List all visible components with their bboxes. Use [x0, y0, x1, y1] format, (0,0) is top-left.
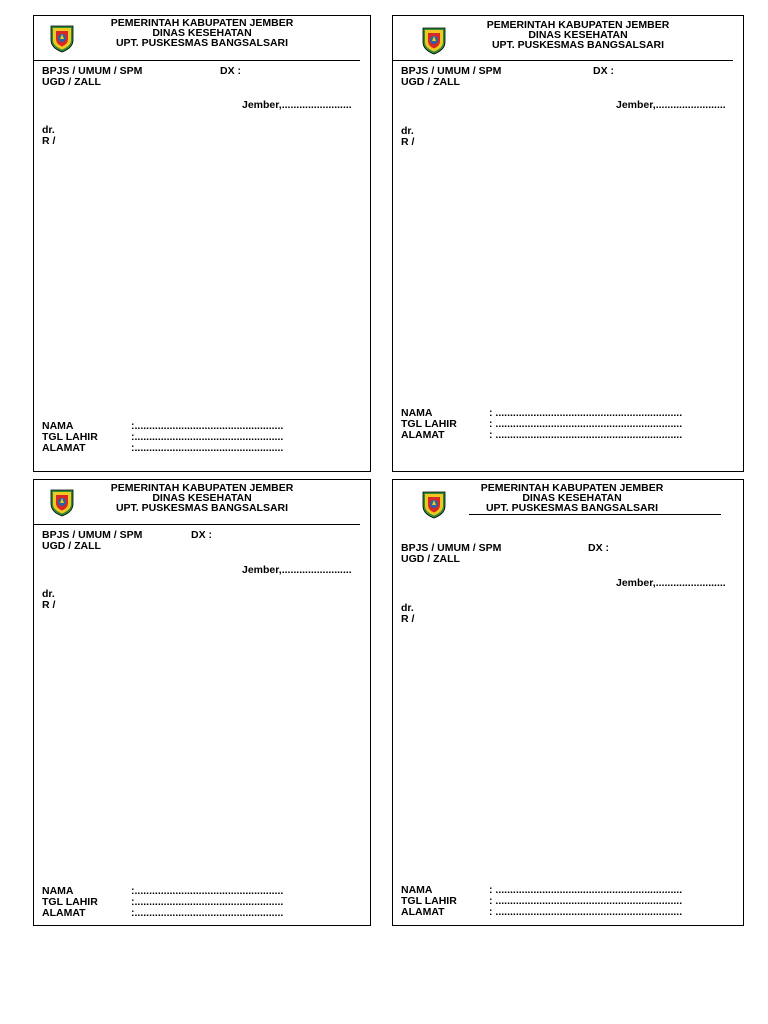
- address-label: ALAMAT: [401, 429, 445, 441]
- address-fill-line: : ................................................................: [489, 429, 683, 441]
- diagnosis-label: DX :: [191, 529, 212, 541]
- birthdate-fill-line: : ................................................................: [489, 895, 683, 907]
- letterhead: [92, 18, 312, 48]
- address-fill-line: :...................................................: [131, 442, 284, 454]
- prescription-form-bottom-left: [33, 479, 371, 926]
- recipe-label: R /: [401, 136, 415, 148]
- doctor-label: dr.: [401, 125, 414, 137]
- letterhead-line-government: PEMERINTAH KABUPATEN JEMBER: [480, 482, 664, 494]
- header-divider: [34, 524, 360, 525]
- doctor-label: dr.: [42, 124, 55, 136]
- payment-category-options: BPJS / UMUM / SPM: [401, 542, 502, 554]
- jember-regency-emblem-icon: [49, 487, 75, 517]
- birthdate-fill-line: :...................................................: [131, 431, 284, 443]
- letterhead-line-clinic: UPT. PUSKESMAS BANGSALSARI: [491, 39, 665, 51]
- diagnosis-label: DX :: [588, 542, 609, 554]
- address-label: ALAMAT: [401, 906, 445, 918]
- doctor-label: dr.: [42, 588, 55, 600]
- prescription-form-top-left: [33, 15, 371, 472]
- date-line: Jember,........................: [616, 577, 726, 589]
- recipe-label: R /: [401, 613, 415, 625]
- header-divider: [469, 514, 721, 515]
- birthdate-label: TGL LAHIR: [42, 896, 98, 908]
- name-fill-line: : ................................................................: [489, 407, 683, 419]
- letterhead-line-department: DINAS KESEHATAN: [528, 29, 628, 41]
- unit-options: UGD / ZALL: [42, 540, 101, 552]
- letterhead-line-clinic: UPT. PUSKESMAS BANGSALSARI: [115, 502, 289, 514]
- payment-category-options: BPJS / UMUM / SPM: [42, 65, 143, 77]
- header-divider: [34, 60, 360, 61]
- birthdate-label: TGL LAHIR: [42, 431, 98, 443]
- payment-category-options: BPJS / UMUM / SPM: [42, 529, 143, 541]
- prescription-form-bottom-right: [392, 479, 744, 926]
- letterhead-line-clinic: UPT. PUSKESMAS BANGSALSARI: [115, 37, 289, 49]
- letterhead-line-government: PEMERINTAH KABUPATEN JEMBER: [110, 482, 294, 494]
- name-label: NAMA: [401, 884, 433, 896]
- letterhead-line-government: PEMERINTAH KABUPATEN JEMBER: [110, 17, 294, 29]
- letterhead: [468, 20, 688, 50]
- prescription-form-top-right: [392, 15, 744, 472]
- date-line: Jember,........................: [242, 99, 352, 111]
- name-label: NAMA: [42, 420, 74, 432]
- date-line: Jember,........................: [616, 99, 726, 111]
- address-fill-line: : ................................................................: [489, 906, 683, 918]
- recipe-label: R /: [42, 599, 56, 611]
- address-label: ALAMAT: [42, 907, 86, 919]
- recipe-label: R /: [42, 135, 56, 147]
- name-label: NAMA: [42, 885, 74, 897]
- unit-options: UGD / ZALL: [401, 553, 460, 565]
- address-fill-line: :...................................................: [131, 907, 284, 919]
- letterhead-line-department: DINAS KESEHATAN: [152, 492, 252, 504]
- unit-options: UGD / ZALL: [401, 76, 460, 88]
- letterhead-line-clinic: UPT. PUSKESMAS BANGSALSARI: [485, 502, 659, 514]
- doctor-label: dr.: [401, 602, 414, 614]
- birthdate-label: TGL LAHIR: [401, 895, 457, 907]
- diagnosis-label: DX :: [220, 65, 241, 77]
- name-label: NAMA: [401, 407, 433, 419]
- header-divider: [393, 60, 733, 61]
- birthdate-fill-line: : ................................................................: [489, 418, 683, 430]
- diagnosis-label: DX :: [593, 65, 614, 77]
- jember-regency-emblem-icon: [421, 25, 447, 55]
- date-line: Jember,........................: [242, 564, 352, 576]
- letterhead-line-government: PEMERINTAH KABUPATEN JEMBER: [486, 19, 670, 31]
- jember-regency-emblem-icon: [49, 23, 75, 53]
- name-fill-line: :...................................................: [131, 420, 284, 432]
- birthdate-label: TGL LAHIR: [401, 418, 457, 430]
- address-label: ALAMAT: [42, 442, 86, 454]
- birthdate-fill-line: :...................................................: [131, 896, 284, 908]
- name-fill-line: :...................................................: [131, 885, 284, 897]
- letterhead: [92, 483, 312, 513]
- payment-category-options: BPJS / UMUM / SPM: [401, 65, 502, 77]
- unit-options: UGD / ZALL: [42, 76, 101, 88]
- letterhead-line-department: DINAS KESEHATAN: [152, 27, 252, 39]
- letterhead: [461, 483, 683, 513]
- jember-regency-emblem-icon: [421, 489, 447, 519]
- name-fill-line: : ................................................................: [489, 884, 683, 896]
- letterhead-line-department: DINAS KESEHATAN: [522, 492, 622, 504]
